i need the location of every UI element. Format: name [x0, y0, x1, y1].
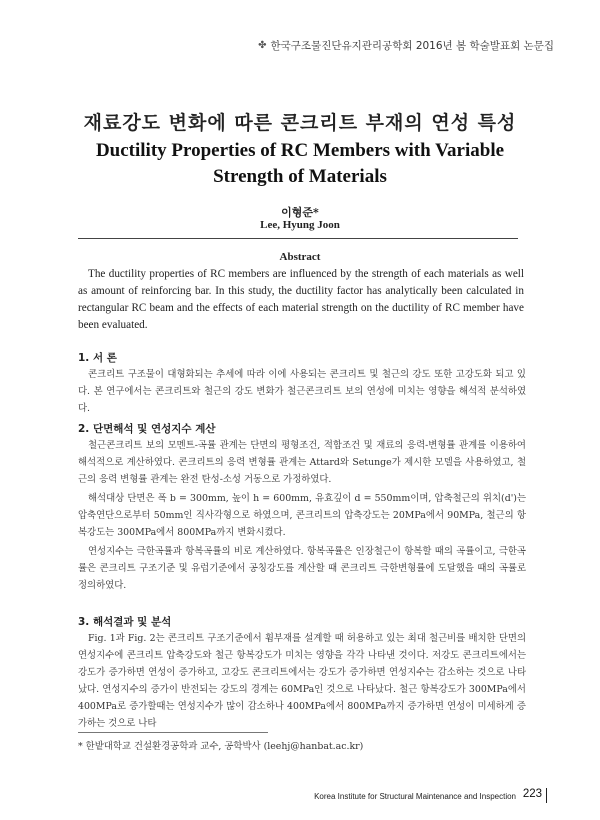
section-paragraph: 콘크리트 구조물이 대형화되는 추세에 따라 이에 사용되는 콘크리트 및 철근의 강도 또한 고강도화 되고 있다. 본 연구에서는 콘크리트와 철근의 강도 변화가 철근콘크리트 보의 연성에 미치는 영향을 해석적 분석하였다. — [78, 369, 526, 414]
section-heading-results: 3. 해석결과 및 분석 — [78, 616, 172, 628]
footer-organization: Korea Institute for Structural Maintenance and Inspection — [314, 792, 516, 801]
section-paragraph: 해석대상 단면은 폭 b = 300mm, 높이 h = 600mm, 유효깊이 d = 550mm이며, 압축철근의 위치(d')는 압축연단으로부터 50mm인 직사각형으로 하였으며, 콘크리트의 압축강도는 20MPa에서 90MPa, 철근의 항복강도는 300MPa에서 800MPa까지 변화시켰다. — [78, 493, 526, 538]
footnote-divider — [78, 732, 268, 733]
paper-title-korean: 재료강도 변화에 따른 콘크리트 부재의 연성 특성 — [83, 112, 517, 134]
author-name-english: Lee, Hyung Joon — [260, 219, 340, 231]
author-name-korean: 이형준* — [281, 206, 319, 219]
section-paragraph: Fig. 1과 Fig. 2는 콘크리트 구조기준에서 휨부재를 설계할 때 허용하고 있는 최대 철근비를 배치한 단면의 연성지수에 콘크리트 압축강도와 철근 항복강도가 미치는 영향을 각각 나타낸 것이다. 저강도 콘크리트에서는 강도가 증가하면 연성이 증가하고, 고강도 콘크리트에서는 강도가 증가하면 연성지수는 감소하는 것으로 나타났다. 연성지수의 증가이 반전되는 강도의 경계는 60MPa인 것으로 나타났다. 철근 항복강도가 300MPa에서 400MPa로 증가할때는 연성지수가 많이 감소하나 400MPa에서 800MPa까지 증가하면 연성이 미세하게 증가하는 것으로 나타 — [78, 633, 526, 729]
paper-title-english: Ductility Properties of RC Members with Variable Strength of Materials — [95, 140, 505, 187]
page-number-bar — [546, 788, 547, 803]
page-number: 223 — [522, 788, 542, 800]
journal-title: 한국구조물진단유지관리공학회 2016년 봄 학술발표회 논문집 — [270, 40, 554, 52]
abstract-text: The ductility properties of RC members are influenced by the strength of each materials as well as amount of reinforcing bar. In this study, the ductility factor has analytically been calculated in rectangular RC beam and the effects of each material strength on the ductility of RC member have been evaluated. — [78, 268, 524, 331]
section-paragraph: 연성지수는 극한곡률과 항복곡률의 비로 계산하였다. 항복곡률은 인장철근이 항복할 때의 곡률이고, 극한곡률은 콘크리트 구조기준 및 유럽기준에서 공칭강도를 계산할 때 콘크리트 극한변형률에 도달했을 때의 곡률로 정의하였다. — [78, 546, 526, 591]
author-footnote: * 한밭대학교 건설환경공학과 교수, 공학박사 (leehj@hanbat.ac.kr) — [78, 741, 364, 752]
section-heading-introduction: 1. 서 론 — [78, 352, 117, 364]
section-heading-analysis: 2. 단면해석 및 연성지수 계산 — [78, 423, 216, 435]
journal-header — [258, 38, 554, 53]
abstract-heading: Abstract — [279, 251, 321, 263]
section-paragraph: 철근콘크리트 보의 모멘트-곡률 관계는 단면의 평형조건, 적합조건 및 재료의 응력-변형률 관계를 이용하여 해석적으로 계산하였다. 콘크리트의 응력 변형률 관계는 Attard와 Setunge가 제시한 모델을 사용하였고, 철근의 응력 변형률 관계는 완전 탄성-소성 거동으로 가정하였다. — [78, 440, 526, 485]
title-divider — [78, 238, 518, 239]
pinwheel-icon: ✤ — [258, 40, 267, 51]
